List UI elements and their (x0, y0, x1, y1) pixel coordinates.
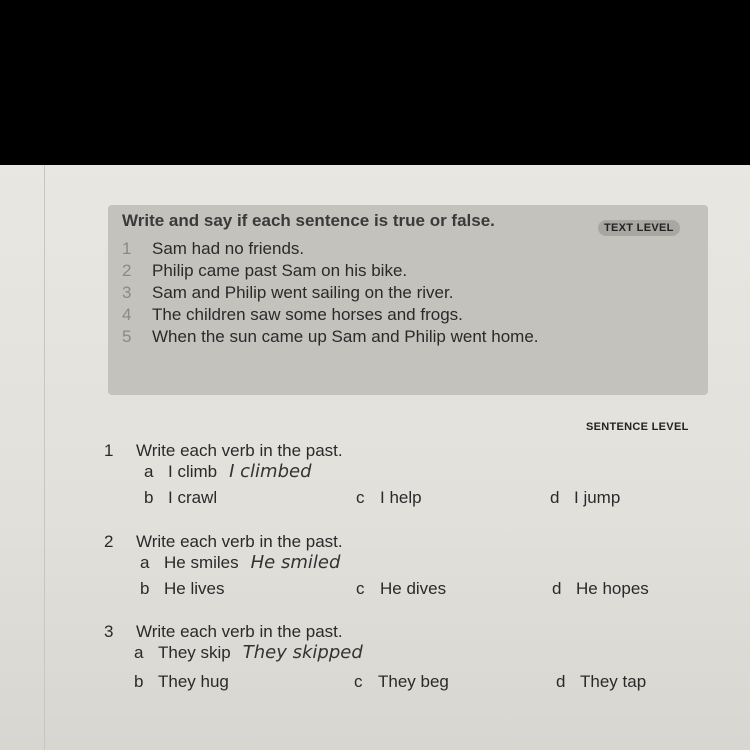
question-prompt: 2 Write each verb in the past. (104, 532, 343, 551)
worksheet-page (0, 165, 750, 750)
text-level-badge: TEXT LEVEL (598, 220, 680, 236)
list-item: 4 The children saw some horses and frogs. (122, 305, 463, 324)
answer-row (104, 642, 704, 672)
question-1 (104, 441, 704, 515)
list-item: 3 Sam and Philip went sailing on the river. (122, 283, 454, 302)
answer-row (104, 552, 704, 579)
text-level-heading: Write and say if each sentence is true or false. (122, 211, 495, 230)
answer-row (104, 488, 704, 515)
item-c: c I help (356, 488, 422, 507)
item-d: d I jump (550, 488, 621, 507)
handwritten-answer: They skipped (242, 642, 363, 663)
item-a: a They skip They skipped (134, 642, 363, 663)
page-margin-line (44, 165, 45, 750)
answer-row (104, 461, 704, 488)
answer-row (104, 672, 704, 699)
item-c: c He dives (356, 579, 447, 598)
item-d: d He hopes (552, 579, 649, 598)
handwritten-answer: He smiled (250, 552, 341, 573)
list-item: 5 When the sun came up Sam and Philip went home. (122, 327, 539, 346)
question-3 (104, 622, 704, 699)
item-a: a He smiles He smiled (140, 552, 341, 573)
item-b: b They hug (134, 672, 229, 691)
item-d: d They tap (556, 672, 647, 691)
item-a: a I climb I climbed (144, 461, 312, 482)
answer-row (104, 579, 704, 606)
item-b: b He lives (140, 579, 225, 598)
sentence-level-badge: SENTENCE LEVEL (586, 421, 689, 433)
list-item: 1 Sam had no friends. (122, 239, 305, 258)
question-prompt: 3 Write each verb in the past. (104, 622, 343, 641)
handwritten-answer: I climbed (229, 461, 312, 482)
item-b: b I crawl (144, 488, 218, 507)
question-2 (104, 532, 704, 606)
question-prompt: 1 Write each verb in the past. (104, 441, 343, 460)
text-level-list (122, 239, 539, 349)
item-c: c They beg (354, 672, 449, 691)
list-item: 2 Philip came past Sam on his bike. (122, 261, 408, 280)
